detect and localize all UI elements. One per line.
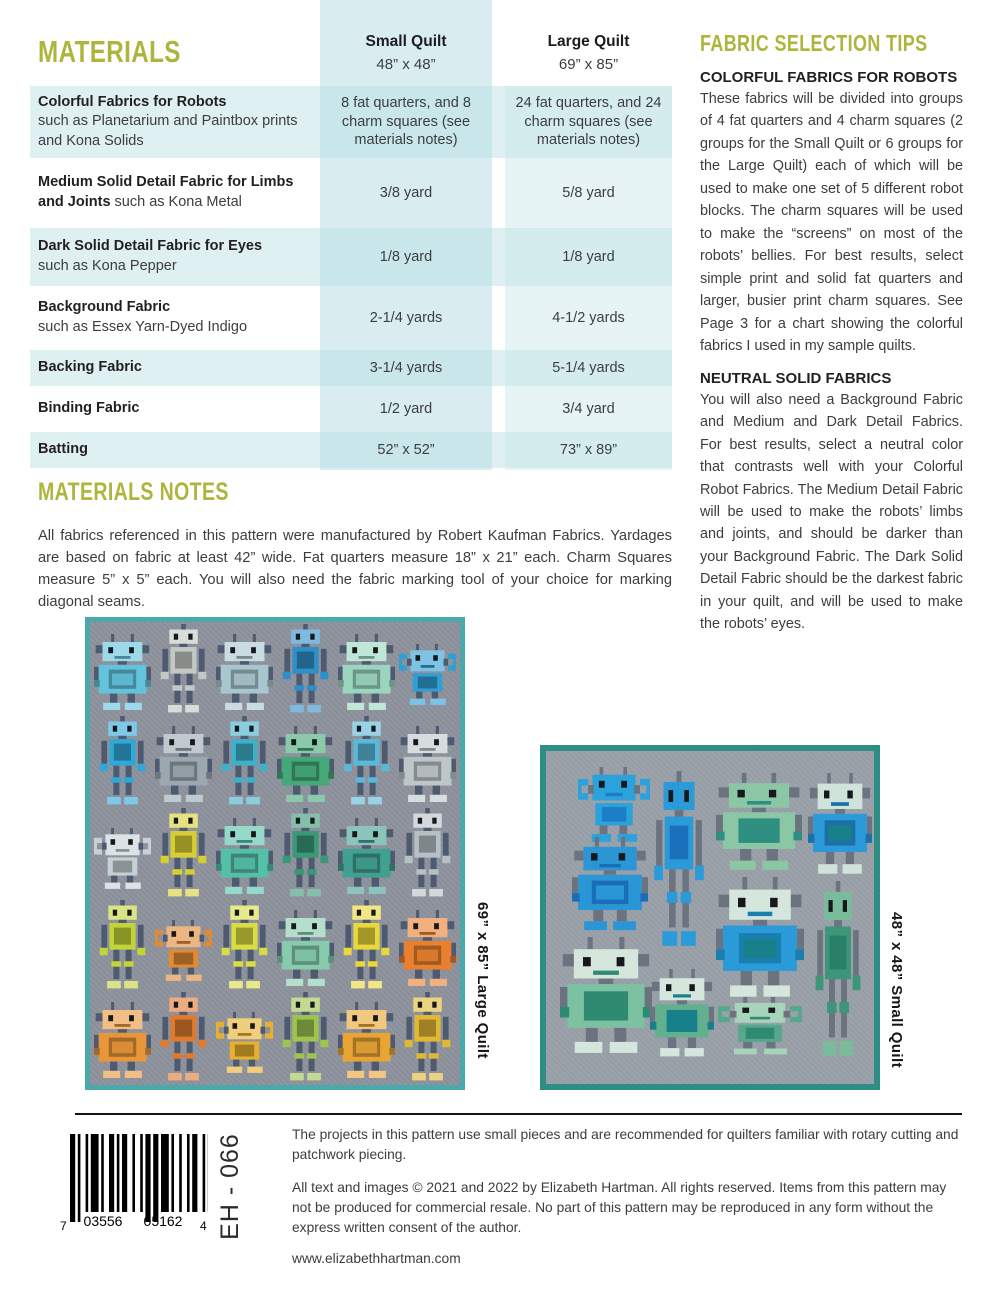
column-gutter (492, 86, 505, 158)
large-quilt-value: 5/8 yard (562, 184, 615, 201)
column-gutter (492, 228, 505, 286)
fabric-tips-title: FABRIC SELECTION TIPS (700, 30, 928, 56)
footer-paragraphs (292, 1125, 962, 1238)
large-quilt-value: 3/4 yard (562, 400, 615, 417)
fabric-tips-sections (700, 69, 963, 636)
large-quilt-value: 5-1/4 yards (505, 350, 672, 386)
row-label-bold: Medium Solid Detail Fabric for Limbs and Joints (38, 174, 294, 210)
column-gutter (492, 350, 505, 386)
row-label (30, 432, 320, 468)
row-label (30, 291, 320, 345)
large-quilt-value: 4-1/2 yards (552, 309, 625, 326)
tips-subheading: COLORFUL FABRICS FOR ROBOTS (700, 69, 958, 86)
materials-row (30, 228, 672, 286)
small-quilt-value: 8 fat quarters, and 8 charm squares (see materials notes) (320, 86, 492, 158)
tips-paragraph: You will also need a Background Fabric and Medium and Dark Detail Fabrics. For best results, select a neutral color that contrasts well with your Colorful Robot Fabrics. The Medium Detail Fabric will be used to make the robots’ limbs and joints, and should be darker than your Background Fabric. The Dark Solid Detail Fabric should be the darkest fabric in your quilt, and will be used to make the robots’ eyes. (700, 391, 963, 633)
row-label (30, 86, 320, 158)
footer-paragraph: All text and images © 2021 and 2022 by Elizabeth Hartman. All rights reserved. Items from this pattern may not be produced for commercial resale. No part of this pattern may be reproduced in any form without the express written consent of the author. (292, 1180, 947, 1235)
row-label-bold: Batting (38, 441, 88, 458)
row-label (30, 228, 320, 286)
footer-paragraph: The projects in this pattern use small pieces and are recommended for quilters familiar with rotary cutting and patchwork piecing. (292, 1127, 959, 1162)
footer-text (292, 1125, 962, 1266)
large-quilt-value: 24 fat quarters, and 24 charm squares (see materials notes) (505, 86, 672, 158)
tips-paragraph: These fabrics will be divided into groups of 4 fat quarters and 4 charm squares (2 groups for the Small Quilt or 6 groups for the Large Quilt) each of which will be used to make one set of 5 different robot blocks. The charm squares will be used to make the “screens” on most of the robots’ bellies. For best results, select simple print and solid fat quarters and larger, busier print charm squares. See Page 3 for a chart showing the colorful fabrics I used in my sample quilts. (700, 91, 963, 355)
materials-table-header (30, 0, 672, 86)
column-gutter (492, 163, 505, 223)
footer-divider (75, 1113, 962, 1115)
materials-row (30, 432, 672, 468)
materials-table (30, 0, 672, 473)
svg-text:05162: 05162 (143, 1213, 183, 1229)
header-label-cell (30, 0, 320, 86)
row-label-bold: Background Fabric (38, 299, 171, 316)
row-label (30, 350, 320, 386)
website-url: www.elizabethhartman.com (292, 1251, 461, 1266)
large-quilt-image (85, 617, 465, 1090)
small-quilt-column-name: Small Quilt (365, 33, 447, 50)
column-gutter (492, 391, 505, 427)
small-quilt-value: 52” x 52” (320, 432, 492, 468)
small-quilt-robots (546, 751, 874, 1084)
materials-row (30, 391, 672, 427)
materials-row (30, 350, 672, 386)
row-label (30, 391, 320, 427)
svg-text:4: 4 (200, 1219, 207, 1233)
materials-row (30, 86, 672, 158)
small-quilt-value: 2-1/4 yards (369, 309, 443, 326)
row-label-bold: Colorful Fabrics for Robots (38, 93, 227, 110)
tips-subheading: NEUTRAL SOLID FABRICS (700, 369, 892, 387)
row-label (30, 163, 320, 223)
barcode (58, 1130, 208, 1247)
large-quilt-caption: 69” x 85” Large Quilt (474, 902, 491, 1059)
small-quilt-column-size: 48” x 48” (376, 56, 436, 74)
column-gutter (492, 291, 505, 345)
small-quilt-value: 3-1/4 yards (320, 350, 492, 386)
materials-row (30, 163, 672, 223)
column-gutter (492, 432, 505, 468)
fabric-tips-column (700, 30, 963, 636)
svg-text:03556: 03556 (83, 1213, 123, 1229)
row-label-sub: such as Kona Pepper (38, 258, 177, 274)
materials-rows (30, 86, 672, 468)
small-quilt-value: 1/2 yard (379, 400, 433, 417)
row-label-sub: such as Kona Metal (110, 194, 242, 210)
pattern-code: EH - 066 (215, 1132, 244, 1240)
small-quilt-value: 1/8 yard (320, 228, 492, 286)
large-quilt-column-size: 69” x 85” (558, 56, 619, 74)
large-quilt-value: 73” x 89” (505, 432, 672, 468)
large-quilt-column-name: Large Quilt (547, 33, 630, 50)
header-small-quilt (320, 0, 492, 86)
materials-notes-title: MATERIALS NOTES (38, 478, 229, 506)
row-label-bold: Binding Fabric (38, 400, 140, 417)
materials-row (30, 291, 672, 345)
row-label-sub: such as Planetarium and Paintbox prints and Kona Solids (38, 113, 298, 149)
materials-notes-body: All fabrics referenced in this pattern were manufactured by Robert Kaufman Fabrics. Yardages are based on fabric at least 42” wide. Fat quarters measure 18” x 21” each. Charm Squares measure 5” x 5” each. You will also need the fabric marking tool of your choice for marking diagonal seams. (38, 527, 672, 610)
row-label-sub: such as Essex Yarn-Dyed Indigo (38, 319, 248, 335)
large-quilt-robots (90, 622, 460, 1085)
small-quilt-value: 3/8 yard (379, 184, 433, 201)
materials-title: MATERIALS (38, 34, 181, 69)
small-quilt-caption: 48” x 48” Small Quilt (888, 912, 905, 1068)
row-label-bold: Dark Solid Detail Fabric for Eyes (38, 238, 263, 255)
column-gutter (492, 0, 505, 86)
svg-text:7: 7 (60, 1219, 67, 1233)
small-quilt-image (540, 745, 880, 1090)
barcode-graphic (58, 1130, 208, 1242)
row-label-bold: Backing Fabric (38, 359, 142, 376)
large-quilt-value: 1/8 yard (505, 228, 672, 286)
header-large-quilt (505, 0, 672, 86)
